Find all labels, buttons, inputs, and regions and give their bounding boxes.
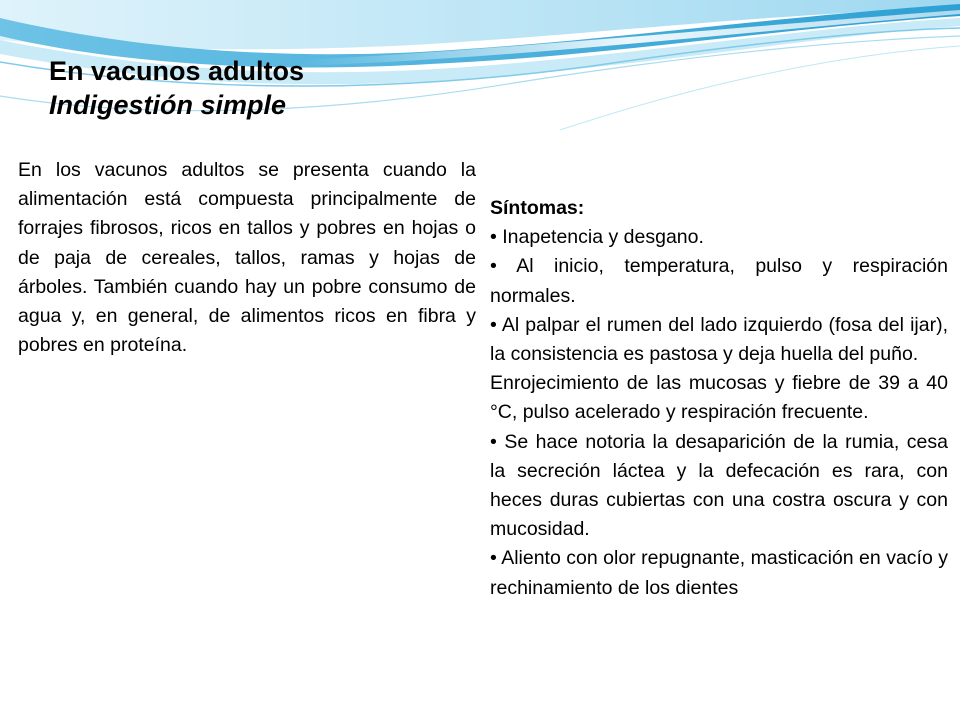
intro-paragraph: En los vacunos adultos se presenta cuando la alimentación está compuesta principalmente de forrajes fibrosos, ricos en tallos y pobres en hojas o de paja de cereales, tallos, ramas y hojas de árboles. También cuando hay un pobre consumo de agua y, en general, de alimentos ricos en fibra y pobres en proteína. [18,159,476,357]
symptom-item: • Inapetencia y desgano. [490,226,704,249]
symptom-item: • Aliento con olor repugnante, masticación en vacío y rechinamiento de los dientes [490,547,948,599]
right-column-symptoms [490,194,948,603]
symptom-item: • Se hace notoria la desaparición de la rumia, cesa la secreción láctea y la defecación es rara, con heces duras cubiertas con una costra oscura y con mucosidad. [490,430,948,541]
slide-title [49,54,304,122]
left-column [18,156,476,360]
title-line-1: En vacunos adultos [49,56,305,86]
symptom-item: Enrojecimiento de las mucosas y fiebre de 39 a 40 °C, pulso acelerado y respiración frecuente. [490,372,948,424]
symptom-item: • Al palpar el rumen del lado izquierdo (fosa del ijar), la consistencia es pastosa y deja huella del puño. [490,313,948,366]
title-line-2: Indigestión simple [49,90,287,120]
symptoms-heading: Síntomas: [490,197,585,219]
symptom-item: • Al inicio, temperatura, pulso y respiración normales. [490,255,948,307]
